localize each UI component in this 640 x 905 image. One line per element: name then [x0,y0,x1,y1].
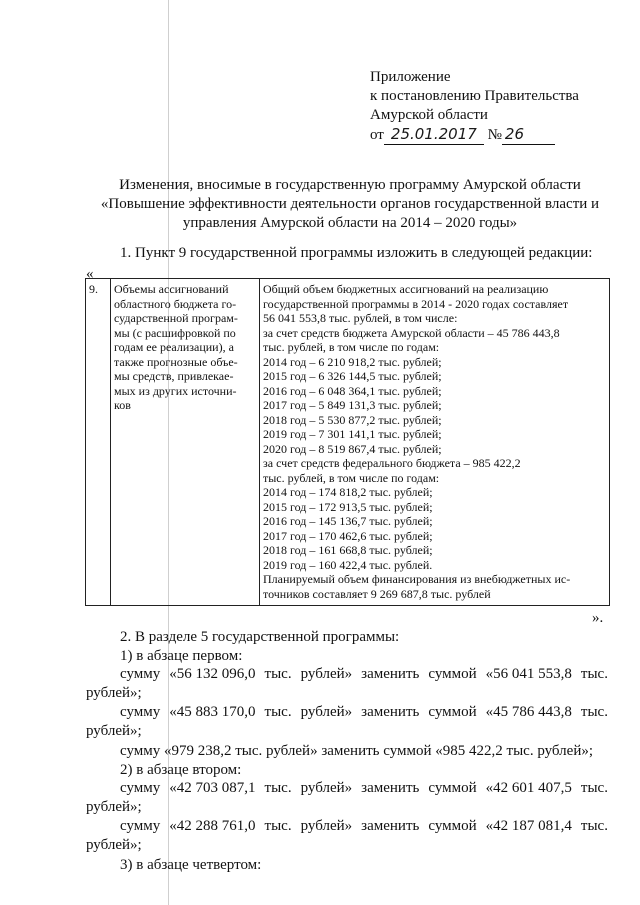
replacement-line-4 [120,780,608,797]
content-line: 2016 год – 6 048 364,1 тыс. рублей; [263,383,442,398]
content-line: 2014 год – 174 818,2 тыс. рублей; [263,485,433,499]
quote-close: ». [592,610,604,626]
replacement-line-4-cont: рублей»; [86,799,142,815]
content-line: 56 041 553,8 тыс. рублей, в том числе: [263,311,458,325]
row-content [260,279,610,606]
word: «42 187 081,4 [485,818,572,834]
word: тыс. [264,666,292,682]
content-line: 2017 год – 170 462,6 тыс. рублей; [263,528,433,543]
content-line: 2018 год – 5 530 877,2 тыс. рублей; [263,412,442,427]
word: «42 703 087,1 [169,780,256,796]
program-table [85,278,610,606]
number-prefix: № [487,127,502,143]
word: «45 786 443,8 [485,704,572,720]
word: суммой [428,780,477,796]
appendix-header [370,68,630,145]
document-title [86,176,614,233]
word: суммой [428,666,477,682]
content-line: тыс. рублей, в том числе по годам: [263,340,440,354]
replacement-line-2-cont: рублей»; [86,723,142,739]
replacement-line-1 [120,666,608,683]
word: тыс. [580,666,608,682]
replacement-line-5 [120,818,608,835]
word: рублей» [300,780,353,796]
label-line: областного бюджета го- [114,296,237,311]
replacement-line-2 [120,704,608,721]
row-number: 9. [86,279,111,606]
content-line: 2015 год – 172 913,5 тыс. рублей; [263,499,433,514]
appendix-line-2: к постановлению Правительства [370,88,579,104]
content-line: Общий объем бюджетных ассигнований на реализацию [263,282,549,296]
content-line: 2020 год – 8 519 867,4 тыс. рублей; [263,441,442,456]
word: рублей» [300,666,353,682]
content-line: за счет средств федерального бюджета – 985 422,2 [263,456,521,470]
row-label [111,279,260,606]
label-line: Объемы ассигнований [114,282,229,296]
content-line: 2018 год – 161 668,8 тыс. рублей; [263,543,433,557]
content-line: 2016 год – 145 136,7 тыс. рублей; [263,514,433,528]
title-line-1: Изменения, вносимые в государственную программу Амурской области [119,177,581,193]
title-line-3: управления Амурской области на 2014 – 2020 годы» [182,215,518,231]
content-line: государственной программы в 2014 - 2020 годах составляет [263,296,569,311]
content-line: 2019 год – 160 422,4 тыс. рублей. [263,557,433,572]
word: тыс. [580,818,608,834]
replacement-line-3: сумму «979 238,2 тыс. рублей» заменить суммой «985 422,2 тыс. рублей»; [120,743,594,759]
appendix-line-3: Амурской области [370,107,488,123]
word: заменить [361,666,420,682]
label-line: мых из других источни- [114,383,237,398]
section-2-heading: 2. В разделе 5 государственной программы: [120,629,400,645]
label-line: мы (с расшифровкой по [114,325,236,340]
date-handwritten: 25.01.2017 [384,125,484,145]
content-line: точников составляет 9 269 687,8 тыс. рублей [263,586,491,601]
word: «56 041 553,8 [485,666,572,682]
word: суммой [428,704,477,720]
item-3-heading: 3) в абзаце четвертом: [120,857,262,873]
word: «42 288 761,0 [169,818,256,834]
word: сумму [120,666,161,682]
appendix-date-line [370,125,630,145]
word: тыс. [264,818,292,834]
word: «42 601 407,5 [485,780,572,796]
content-line: за счет средств бюджета Амурской области – 45 786 443,8 [263,325,560,340]
replacement-line-5-cont: рублей»; [86,837,142,853]
date-prefix: от [370,127,384,143]
content-line: 2015 год – 6 326 144,5 тыс. рублей; [263,369,442,383]
content-line: Планируемый объем финансирования из внебюджетных ис- [263,572,571,586]
title-line-2: «Повышение эффективности деятельности органов государственной власти и [100,196,600,212]
appendix-line-1: Приложение [370,69,451,85]
label-line: годам ее реализации), а [114,340,234,354]
word: рублей» [300,818,353,834]
point-1-text: 1. Пункт 9 государственной программы изложить в следующей редакции: [120,245,593,261]
word: сумму [120,780,161,796]
item-1-heading: 1) в абзаце первом: [120,648,243,664]
content-line: 2017 год – 5 849 131,3 тыс. рублей; [263,398,442,412]
word: суммой [428,818,477,834]
table-row [86,279,610,606]
content-line: 2019 год – 7 301 141,1 тыс. рублей; [263,427,442,441]
label-line: сударственной програм- [114,311,238,325]
word: тыс. [264,704,292,720]
label-line: мы средств, привлекае- [114,369,234,383]
word: тыс. [580,704,608,720]
word: «45 883 170,0 [169,704,256,720]
replacement-line-1-cont: рублей»; [86,685,142,701]
content-line: тыс. рублей, в том числе по годам: [263,470,440,485]
item-2-heading: 2) в абзаце втором: [120,762,242,778]
label-line: ков [114,398,131,412]
word: сумму [120,704,161,720]
word: «56 132 096,0 [169,666,256,682]
word: заменить [361,704,420,720]
word: заменить [361,780,420,796]
word: сумму [120,818,161,834]
word: рублей» [300,704,353,720]
number-handwritten: 26 [502,125,555,145]
label-line: также прогнозные объе- [114,354,238,369]
word: заменить [361,818,420,834]
content-line: 2014 год – 6 210 918,2 тыс. рублей; [263,354,442,369]
quote-open: « [86,266,94,282]
word: тыс. [264,780,292,796]
word: тыс. [580,780,608,796]
